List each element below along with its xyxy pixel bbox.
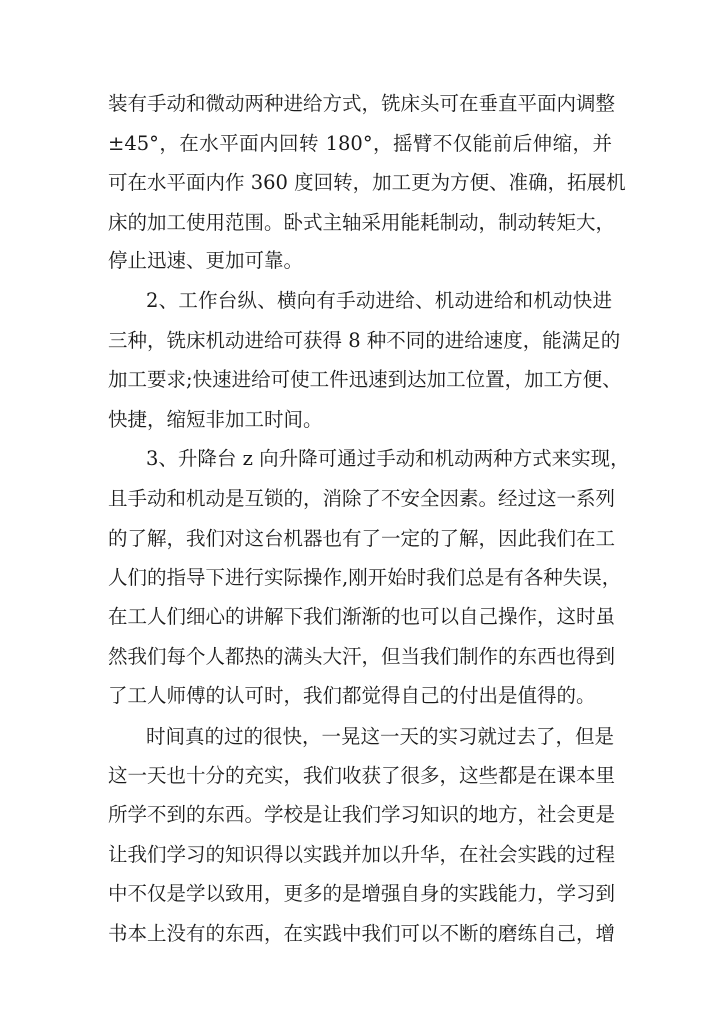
- text-line-16: 了工人师傅的认可时，我们都觉得自己的付出是值得的。: [108, 684, 596, 707]
- text-line-3: 可在水平面内作 360 度回转，加工更为方便、准确，拓展机: [108, 171, 626, 194]
- text-line-9: 快捷，缩短非加工时间。: [108, 408, 323, 431]
- text-line-1: 装有手动和微动两种进给方式，铣床头可在垂直平面内调整: [108, 92, 616, 115]
- text-line-20: 让我们学习的知识得以实践并加以升华，在社会实践的过程: [108, 843, 616, 866]
- text-line-18: 这一天也十分的充实，我们收获了很多，这些都是在课本里: [108, 764, 616, 787]
- text-line-7: 三种，铣床机动进给可获得 8 种不同的进给速度，能满足的: [108, 329, 621, 352]
- text-line-17: 时间真的过的很快，一晃这一天的实习就过去了，但是: [146, 725, 615, 748]
- text-line-11: 且手动和机动是互锁的，消除了不安全因素。经过这一系列: [108, 487, 616, 510]
- text-line-14: 在工人们细心的讲解下我们渐渐的也可以自己操作，这时虽: [108, 605, 616, 628]
- text-line-10: 3、升降台 z 向升降可通过手动和机动两种方式来实现，: [146, 447, 630, 470]
- text-line-4: 床的加工使用范围。卧式主轴采用能耗制动，制动转矩大，: [108, 211, 616, 234]
- text-line-2: ±45°，在水平面内回转 180°，摇臂不仅能前后伸缩，并: [108, 132, 612, 155]
- text-line-6: 2、工作台纵、横向有手动进给、机动进给和机动快进: [146, 289, 612, 312]
- text-line-12: 的了解，我们对这台机器也有了一定的了解，因此我们在工: [108, 527, 616, 550]
- text-line-22: 书本上没有的东西，在实践中我们可以不断的磨练自己，增: [108, 922, 616, 945]
- text-line-19: 所学不到的东西。学校是让我们学习知识的地方，社会更是: [108, 803, 616, 826]
- text-line-5: 停止迅速、更加可靠。: [108, 249, 304, 272]
- text-line-13: 人们的指导下进行实际操作,刚开始时我们总是有各种失误，: [108, 566, 622, 589]
- text-line-21: 中不仅是学以致用，更多的是增强自身的实践能力，学习到: [108, 882, 616, 905]
- text-line-8: 加工要求;快速进给可使工件迅速到达加工位置，加工方便、: [108, 368, 622, 391]
- text-line-15: 然我们每个人都热的满头大汗，但当我们制作的东西也得到: [108, 645, 616, 668]
